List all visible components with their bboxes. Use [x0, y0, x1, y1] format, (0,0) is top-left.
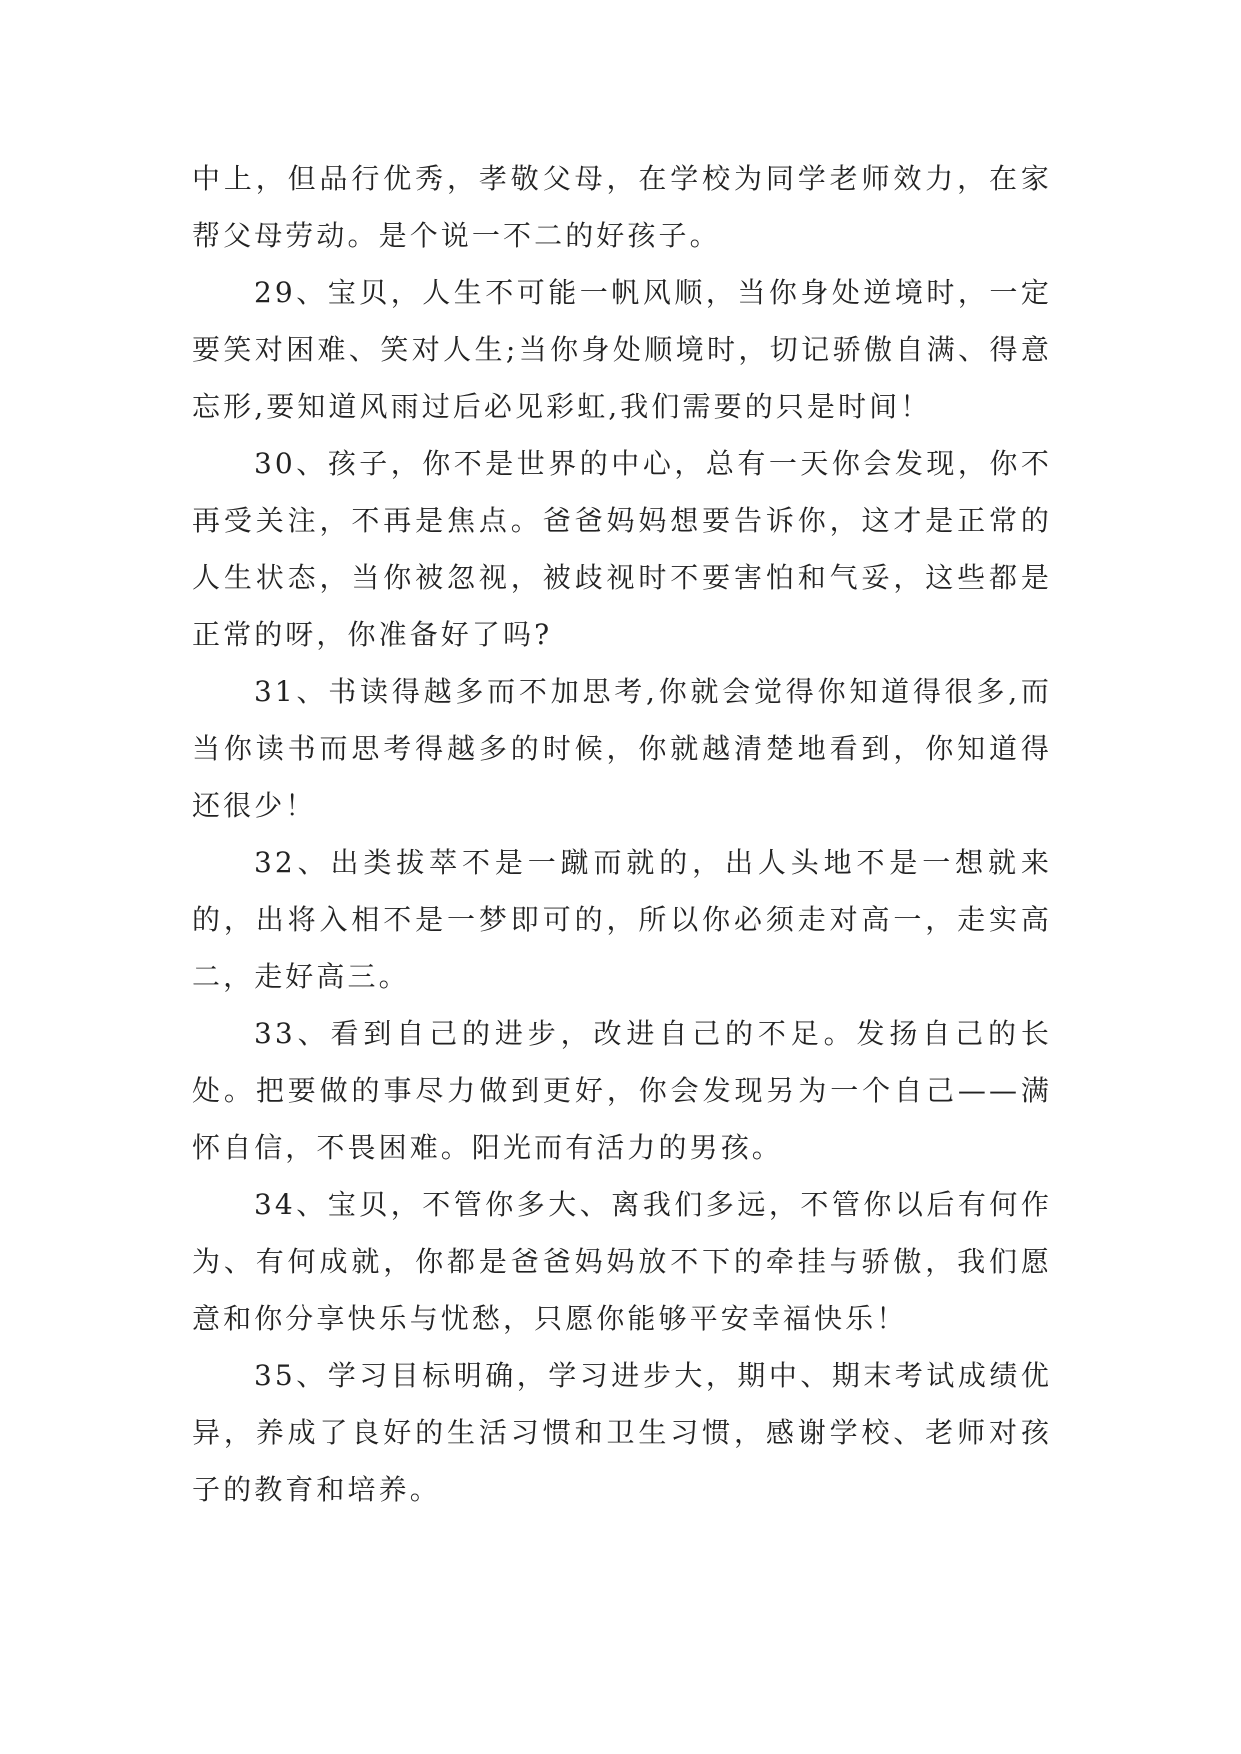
- paragraph-30: 30、孩子，你不是世界的中心，总有一天你会发现，你不再受关注，不再是焦点。爸爸妈妈想要告诉你，这才是正常的人生状态，当你被忽视，被歧视时不要害怕和气妥，这些都是正常的呀，你准备好了吗?: [192, 447, 1052, 651]
- paragraph-32: 32、出类拔萃不是一蹴而就的，出人头地不是一想就来的，出将入相不是一梦即可的，所以你必须走对高一，走实高二，走好高三。: [192, 846, 1052, 993]
- paragraph-35: 35、学习目标明确，学习进步大，期中、期末考试成绩优异，养成了良好的生活习惯和卫生习惯，感谢学校、老师对孩子的教育和培养。: [192, 1359, 1052, 1506]
- paragraph-33: 33、看到自己的进步，改进自己的不足。发扬自己的长处。把要做的事尽力做到更好，你会发现另为一个自己——满怀自信，不畏困难。阳光而有活力的男孩。: [192, 1017, 1052, 1164]
- paragraph-34: 34、宝贝，不管你多大、离我们多远，不管你以后有何作为、有何成就，你都是爸爸妈妈放不下的牵挂与骄傲，我们愿意和你分享快乐与忧愁，只愿你能够平安幸福快乐！: [192, 1188, 1052, 1335]
- paragraph-continuation: 中上，但品行优秀，孝敬父母，在学校为同学老师效力，在家帮父母劳动。是个说一不二的好孩子。: [192, 162, 1052, 252]
- paragraph-31: 31、书读得越多而不加思考,你就会觉得你知道得很多,而当你读书而思考得越多的时候，你就越清楚地看到，你知道得还很少！: [192, 675, 1052, 822]
- paragraph-29: 29、宝贝，人生不可能一帆风顺，当你身处逆境时，一定要笑对困难、笑对人生;当你身处顺境时，切记骄傲自满、得意忘形,要知道风雨过后必见彩虹,我们需要的只是时间！: [192, 276, 1052, 423]
- document-page: [192, 150, 1052, 1518]
